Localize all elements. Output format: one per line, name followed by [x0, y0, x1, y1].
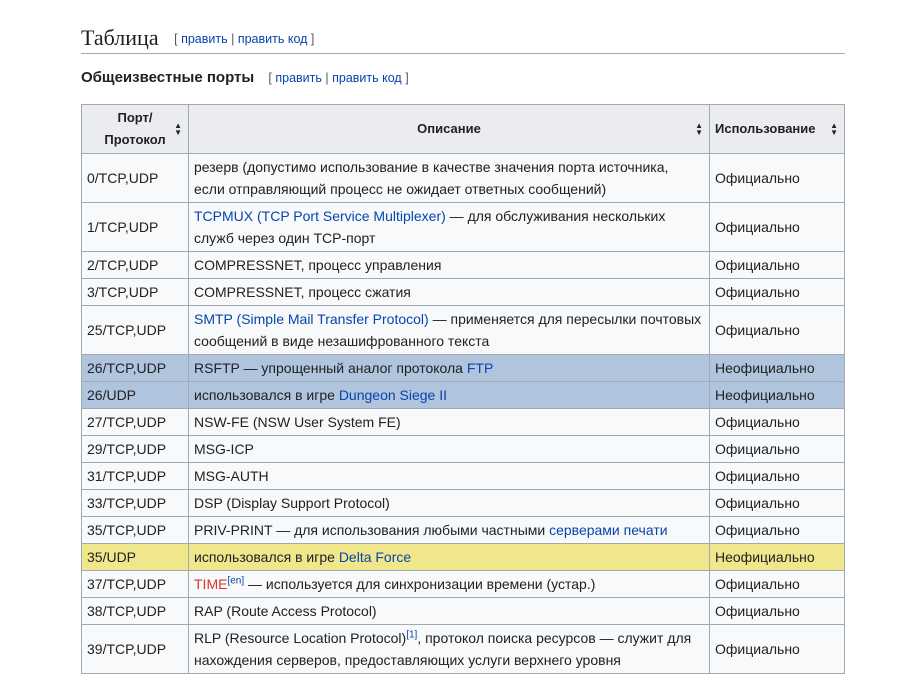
interwiki-en-link[interactable]: [en]	[227, 575, 245, 587]
port-cell: 25/TCP,UDP	[82, 306, 189, 355]
port-cell: 39/TCP,UDP	[82, 625, 189, 674]
table-row	[82, 279, 845, 306]
article-content	[81, 22, 845, 674]
port-cell: 29/TCP,UDP	[82, 436, 189, 463]
description-cell: TIME[en] — используется для синхронизации времени (устар.)	[189, 571, 710, 598]
table-row	[82, 571, 845, 598]
usage-cell: Официально	[710, 463, 845, 490]
port-cell: 26/UDP	[82, 382, 189, 409]
port-cell: 26/TCP,UDP	[82, 355, 189, 382]
usage-cell: Официально	[710, 252, 845, 279]
port-cell: 0/TCP,UDP	[82, 154, 189, 203]
usage-cell: Официально	[710, 598, 845, 625]
footnote-link[interactable]: [1]	[406, 629, 418, 641]
usage-cell: Официально	[710, 409, 845, 436]
subsection-heading	[81, 68, 845, 88]
sort-icon: ▲ ▼	[695, 121, 703, 137]
usage-cell: Официально	[710, 306, 845, 355]
description-cell: COMPRESSNET, процесс управления	[189, 252, 710, 279]
table-row	[82, 490, 845, 517]
port-cell: 33/TCP,UDP	[82, 490, 189, 517]
description-cell: использовался в игре Delta Force	[189, 544, 710, 571]
usage-cell: Официально	[710, 436, 845, 463]
table-row-highlighted	[82, 544, 845, 571]
time-redlink[interactable]: TIME	[194, 576, 228, 592]
ports-table	[81, 104, 845, 674]
dungeon-siege-link[interactable]: Dungeon Siege II	[338, 387, 448, 403]
port-cell: 35/TCP,UDP	[82, 517, 189, 544]
column-header-usage[interactable]: Использование ▲ ▼	[710, 105, 845, 154]
table-row	[82, 306, 845, 355]
column-header-description[interactable]: Описание ▲ ▼	[189, 105, 710, 154]
port-cell: 38/TCP,UDP	[82, 598, 189, 625]
edit-code-link[interactable]: править код	[237, 32, 308, 46]
description-cell: использовался в игре Dungeon Siege II	[189, 382, 710, 409]
description-cell: MSG-ICP	[189, 436, 710, 463]
description-cell: SMTP (Simple Mail Transfer Protocol) — применяется для пересылки почтовых сообщений в виде незашифрованного текста	[189, 306, 710, 355]
table-row	[82, 517, 845, 544]
table-row-highlighted	[82, 355, 845, 382]
ftp-link[interactable]: FTP	[466, 360, 494, 376]
port-cell: 37/TCP,UDP	[82, 571, 189, 598]
description-cell: RAP (Route Access Protocol)	[189, 598, 710, 625]
usage-cell: Официально	[710, 279, 845, 306]
usage-cell: Официально	[710, 517, 845, 544]
port-cell: 27/TCP,UDP	[82, 409, 189, 436]
table-row-highlighted	[82, 382, 845, 409]
description-cell: DSP (Display Support Protocol)	[189, 490, 710, 517]
edit-code-link[interactable]: править код	[332, 71, 402, 85]
port-cell: 31/TCP,UDP	[82, 463, 189, 490]
description-cell: резерв (допустимо использование в качестве значения порта источника, если отправляющий процесс не ожидает ответных сообщений)	[189, 154, 710, 203]
usage-cell: Официально	[710, 154, 845, 203]
edit-link[interactable]: править	[181, 32, 228, 46]
table-row	[82, 625, 845, 674]
section-title: Таблица	[81, 25, 159, 50]
section-heading	[81, 22, 845, 54]
smtp-link[interactable]: SMTP (Simple Mail Transfer Protocol)	[194, 311, 429, 327]
table-row	[82, 409, 845, 436]
section-edit-links: [ править | править код ]	[174, 32, 315, 46]
table-row	[82, 252, 845, 279]
port-cell: 3/TCP,UDP	[82, 279, 189, 306]
port-cell: 1/TCP,UDP	[82, 203, 189, 252]
description-cell: MSG-AUTH	[189, 463, 710, 490]
description-cell: NSW-FE (NSW User System FE)	[189, 409, 710, 436]
usage-cell: Неофициально	[710, 382, 845, 409]
description-cell: RLP (Resource Location Protocol)[1], протокол поиска ресурсов — служит для нахождения серверов, предоставляющих услуги верхнего уровня	[189, 625, 710, 674]
usage-cell: Неофициально	[710, 355, 845, 382]
table-row	[82, 436, 845, 463]
table-row	[82, 463, 845, 490]
print-servers-link[interactable]: серверами печати	[549, 522, 668, 538]
usage-cell: Неофициально	[710, 544, 845, 571]
usage-cell: Официально	[710, 203, 845, 252]
description-cell: RSFTP — упрощенный аналог протокола FTP	[189, 355, 710, 382]
table-header-row	[82, 105, 845, 154]
usage-cell: Официально	[710, 625, 845, 674]
subsection-edit-links: [ править | править код ]	[268, 71, 409, 85]
table-row	[82, 598, 845, 625]
edit-link[interactable]: править	[275, 71, 322, 85]
usage-cell: Официально	[710, 490, 845, 517]
tcpmux-link[interactable]: TCPMUX (TCP Port Service Multiplexer)	[194, 208, 446, 224]
subsection-title: Общеизвестные порты	[81, 69, 255, 86]
description-cell: COMPRESSNET, процесс сжатия	[189, 279, 710, 306]
port-cell: 2/TCP,UDP	[82, 252, 189, 279]
column-header-port[interactable]: Порт/ Протокол ▲ ▼	[82, 105, 189, 154]
table-row	[82, 154, 845, 203]
port-cell: 35/UDP	[82, 544, 189, 571]
sort-icon: ▲ ▼	[174, 121, 182, 137]
usage-cell: Официально	[710, 571, 845, 598]
sort-icon: ▲ ▼	[830, 121, 838, 137]
description-cell: PRIV-PRINT — для использования любыми частными серверами печати	[189, 517, 710, 544]
table-row	[82, 203, 845, 252]
description-cell: TCPMUX (TCP Port Service Multiplexer) — для обслуживания нескольких служб через один TCP-порт	[189, 203, 710, 252]
delta-force-link[interactable]: Delta Force	[338, 549, 412, 565]
